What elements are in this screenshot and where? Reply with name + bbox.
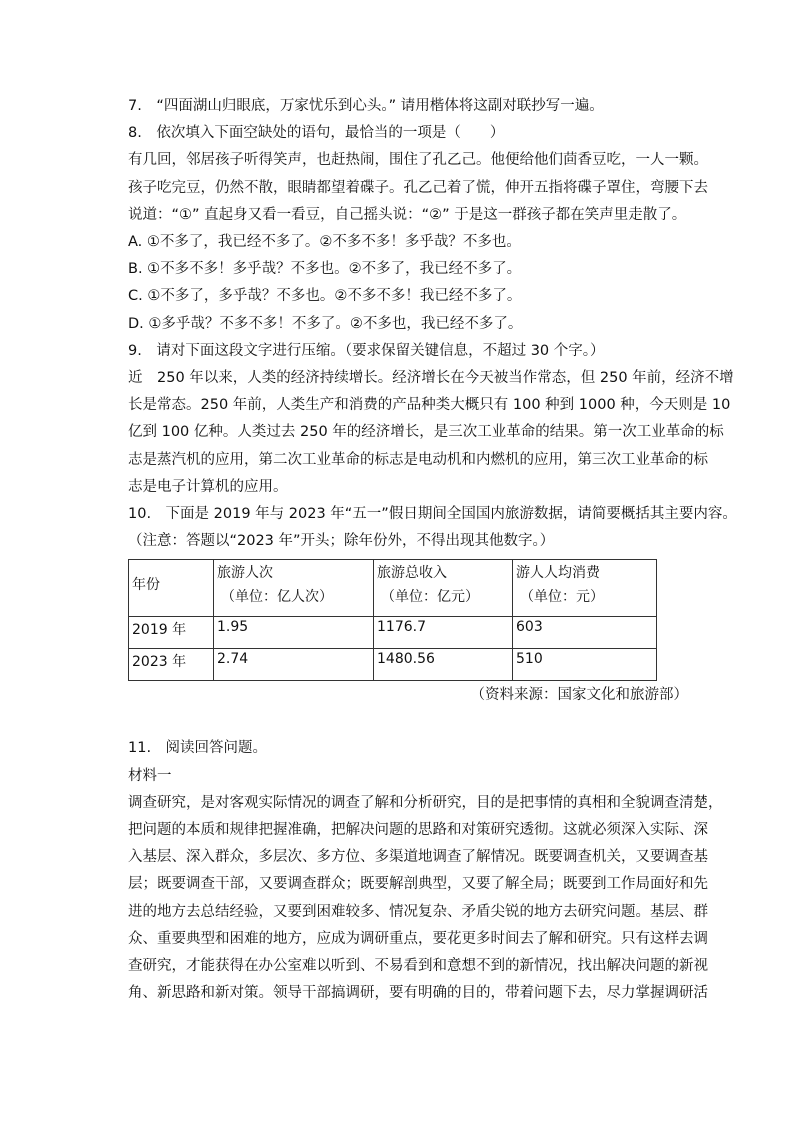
header-avg-label: 游人人均消费	[516, 565, 600, 582]
table-cell-trips: 1.95	[214, 617, 374, 649]
table-source-note: （资料来源：国家文化和旅游部）	[470, 687, 688, 704]
material-passage-line: 调查研究，是对客观实际情况的调查了解和分析研究，目的是把事情的真相和全貌调查清楚，	[128, 794, 723, 811]
question-8-option-d: D. ①多乎哉？不多不多！不多了。②不多也，我已经不多了。	[128, 315, 523, 332]
question-9-stem: 9. 请对下面这段文字进行压缩。（要求保留关键信息，不超过 30 个字。）	[128, 342, 605, 359]
header-revenue-label: 旅游总收入	[377, 565, 447, 582]
header-trips-label: 旅游人次	[217, 565, 273, 582]
table-cell-trips: 2.74	[214, 649, 374, 681]
question-9-passage-line: 志是蒸汽机的应用，第二次工业革命的标志是电动机和内燃机的应用，第三次工业革命的标	[128, 451, 708, 468]
table-cell-avg: 603	[513, 617, 657, 649]
table-cell-year: 2023 年	[129, 649, 214, 681]
table-header-avg	[513, 560, 657, 617]
question-8-stem: 8. 依次填入下面空缺处的语句，最恰当的一项是（ ）	[128, 125, 505, 142]
question-9-passage-line: 亿到 100 亿种。人类过去 250 年的经济增长，是三次工业革命的结果。第一次工业革命的标	[128, 424, 724, 441]
header-avg-unit: （单位：元）	[520, 589, 604, 606]
table-header-year	[129, 560, 214, 617]
header-year-label: 年份	[132, 577, 160, 594]
table-header-trips	[214, 560, 374, 617]
question-9-passage-line: 近 250 年以来，人类的经济持续增长。经济增长在今天被当作常态，但 250 年前，经济不增	[128, 370, 734, 387]
spacer	[128, 709, 698, 735]
table-cell-avg: 510	[513, 649, 657, 681]
question-8-option-b: B. ①不多不多！多乎哉？不多也。②不多了，我已经不多了。	[128, 261, 522, 278]
question-10-note: （注意：答题以“2023 年”开头；除年份外，不得出现其他数字。）	[128, 533, 555, 550]
table-cell-year: 2019 年	[129, 617, 214, 649]
header-revenue-unit: （单位：亿元）	[381, 589, 479, 606]
question-7: 7. “四面湖山归眼底，万家忧乐到心头。” 请用楷体将这副对联抄写一遍。	[128, 98, 604, 114]
question-9-passage-line: 志是电子计算机的应用。	[128, 478, 288, 495]
question-10-stem: 10. 下面是 2019 年与 2023 年“五一”假日期间全国国内旅游数据，请简要概括其主要内容。	[128, 506, 737, 523]
tourism-data-table	[128, 559, 657, 681]
header-trips-unit: （单位：亿人次）	[221, 589, 333, 606]
table-cell-revenue: 1176.7	[374, 617, 513, 649]
material-passage-line: 层；既要调查干部，又要调查群众；既要解剖典型，又要了解全局；既要到工作局面好和先	[128, 876, 708, 893]
question-8-option-a: A. ①不多了，我已经不多了。②不多不多！多乎哉？不多也。	[128, 234, 521, 251]
table-cell-revenue: 1480.56	[374, 649, 513, 681]
question-9-passage-line: 长是常态。250 年前，人类生产和消费的产品种类大概只有 100 种到 1000 种，今天则是 10	[128, 397, 731, 414]
table-header-row	[129, 560, 657, 617]
table-row	[129, 617, 657, 649]
material-passage-line: 角、新思路和新对策。领导干部搞调研，要有明确的目的，带着问题下去，尽力掌握调研活	[128, 985, 708, 1002]
material-passage-line: 查研究，才能获得在办公室难以听到、不易看到和意想不到的新情况，找出解决问题的新视	[128, 958, 708, 975]
material-passage-line: 入基层、深入群众，多层次、多方位、多渠道地调查了解情况。既要调查机关，又要调查基	[128, 849, 708, 866]
question-8-option-c: C. ①不多了，多乎哉？不多也。②不多不多！我已经不多了。	[128, 288, 522, 305]
question-8-passage-line: 孩子吃完豆，仍然不散，眼睛都望着碟子。孔乙己着了慌，伸开五指将碟子罩住，弯腰下去	[128, 179, 708, 196]
table-row	[129, 649, 657, 681]
question-11-stem: 11. 阅读回答问题。	[128, 740, 268, 757]
material-passage-line: 进的地方去总结经验，又要到困难较多、情况复杂、矛盾尖锐的地方去研究问题。基层、群	[128, 903, 708, 920]
question-8-passage-line: 有几回，邻居孩子听得笑声，也赶热闹，围住了孔乙己。他便给他们茴香豆吃，一人一颗。	[128, 152, 708, 169]
question-8-passage-line: 说道：“①” 直起身又看一看豆，自己摇头说：“②” 于是这一群孩子都在笑声里走散了。	[128, 206, 687, 223]
document-page	[128, 93, 737, 1007]
table-header-revenue	[374, 560, 513, 617]
material-passage-line: 把问题的本质和规律把握准确，把解决问题的思路和对策研究透彻。这就必须深入实际、深	[128, 822, 708, 839]
material-title: 材料一	[128, 767, 172, 784]
material-passage-line: 众、重要典型和困难的地方，应成为调研重点，要花更多时间去了解和研究。只有这样去调	[128, 930, 708, 947]
